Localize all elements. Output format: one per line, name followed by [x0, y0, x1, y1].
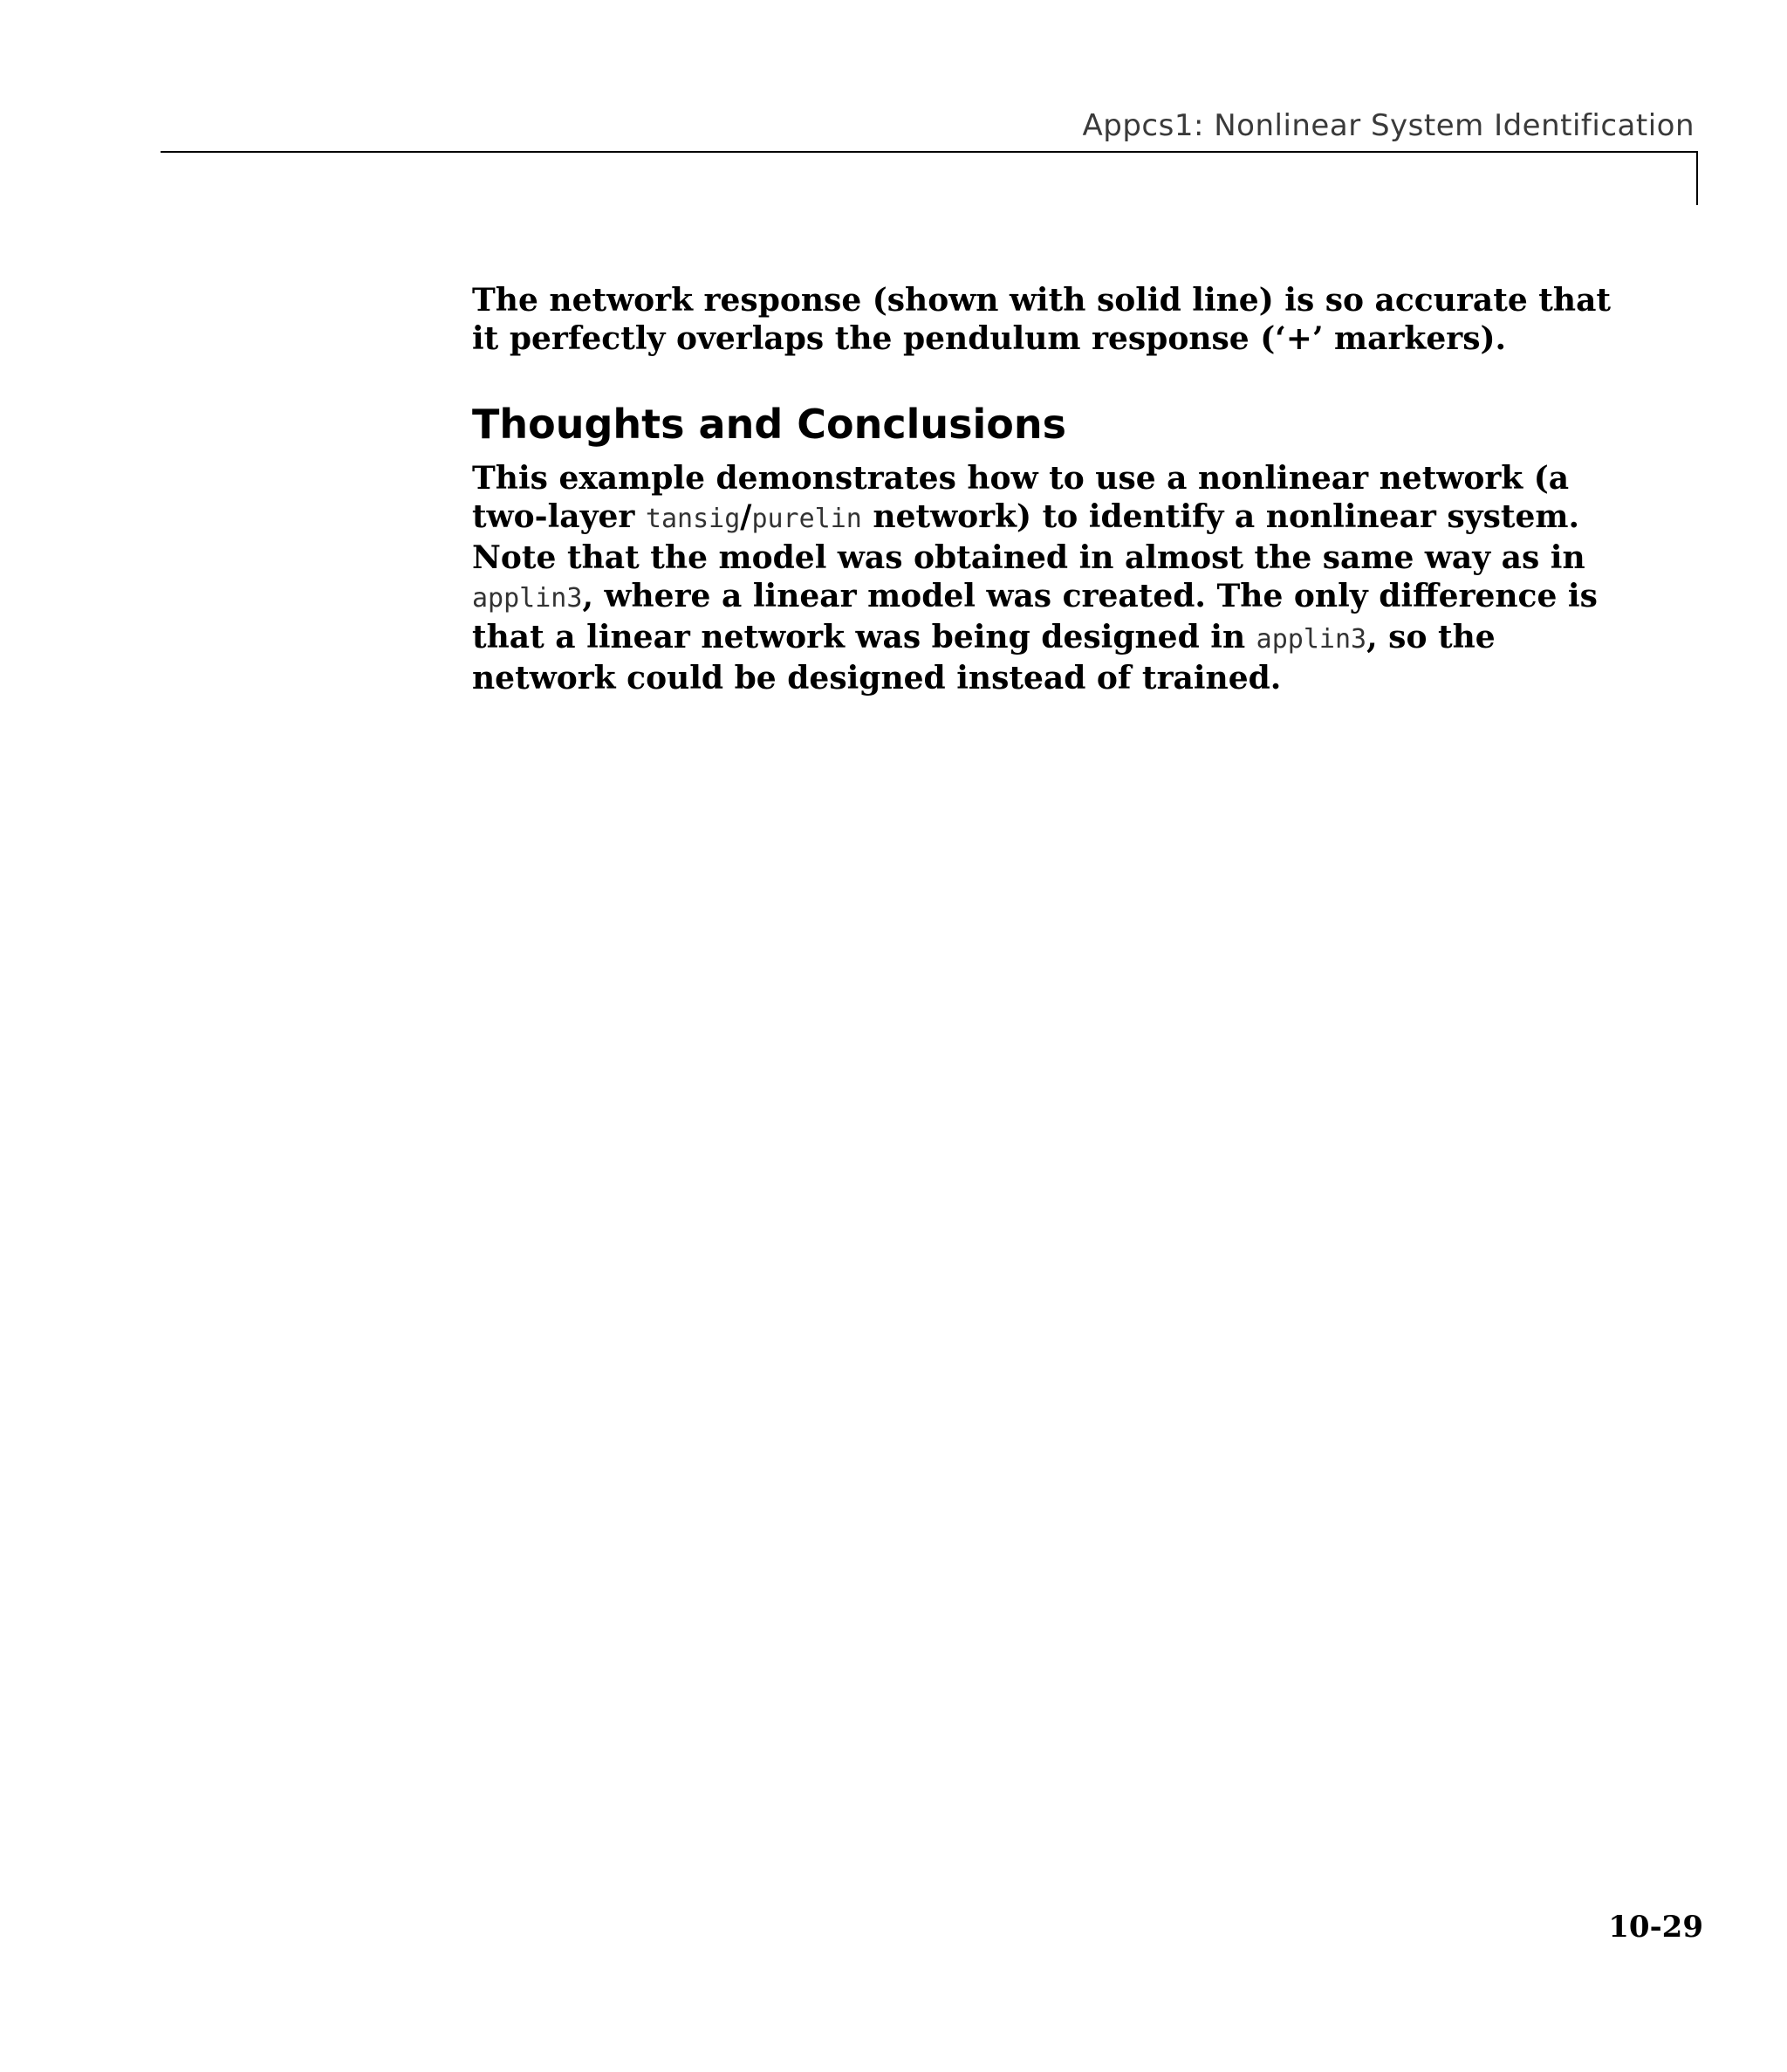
code-applin3: applin3 [472, 583, 583, 614]
page-content [472, 281, 1633, 697]
text-segment: This example demonstrates how to use a nonlinear network (a two-layer [472, 460, 1570, 535]
conclusion-paragraph [472, 459, 1633, 697]
header-corner-mark [1696, 151, 1698, 205]
code-tansig: tansig [645, 504, 741, 534]
code-applin3: applin3 [1256, 624, 1367, 655]
text-segment: / [740, 498, 752, 535]
header-rule [161, 151, 1698, 153]
page-number: 10-29 [1608, 1910, 1703, 1945]
section-heading: Thoughts and Conclusions [472, 401, 1067, 448]
text-segment: , where a linear model was created. The only difference is that a linear network was being designed in [472, 578, 1598, 655]
text-segment: , so the network could be designed instead of trained. [472, 619, 1496, 696]
intro-paragraph: The network response (shown with solid line) is so accurate that it perfectly overlaps the pendulum response (‘+’ markers). [472, 282, 1612, 357]
running-header: Appcs1: Nonlinear System Identification [1082, 108, 1695, 143]
text-segment: network) to identify a nonlinear system. Note that the model was obtained in almost the same way as in [472, 498, 1585, 576]
code-purelin: purelin [751, 504, 862, 534]
